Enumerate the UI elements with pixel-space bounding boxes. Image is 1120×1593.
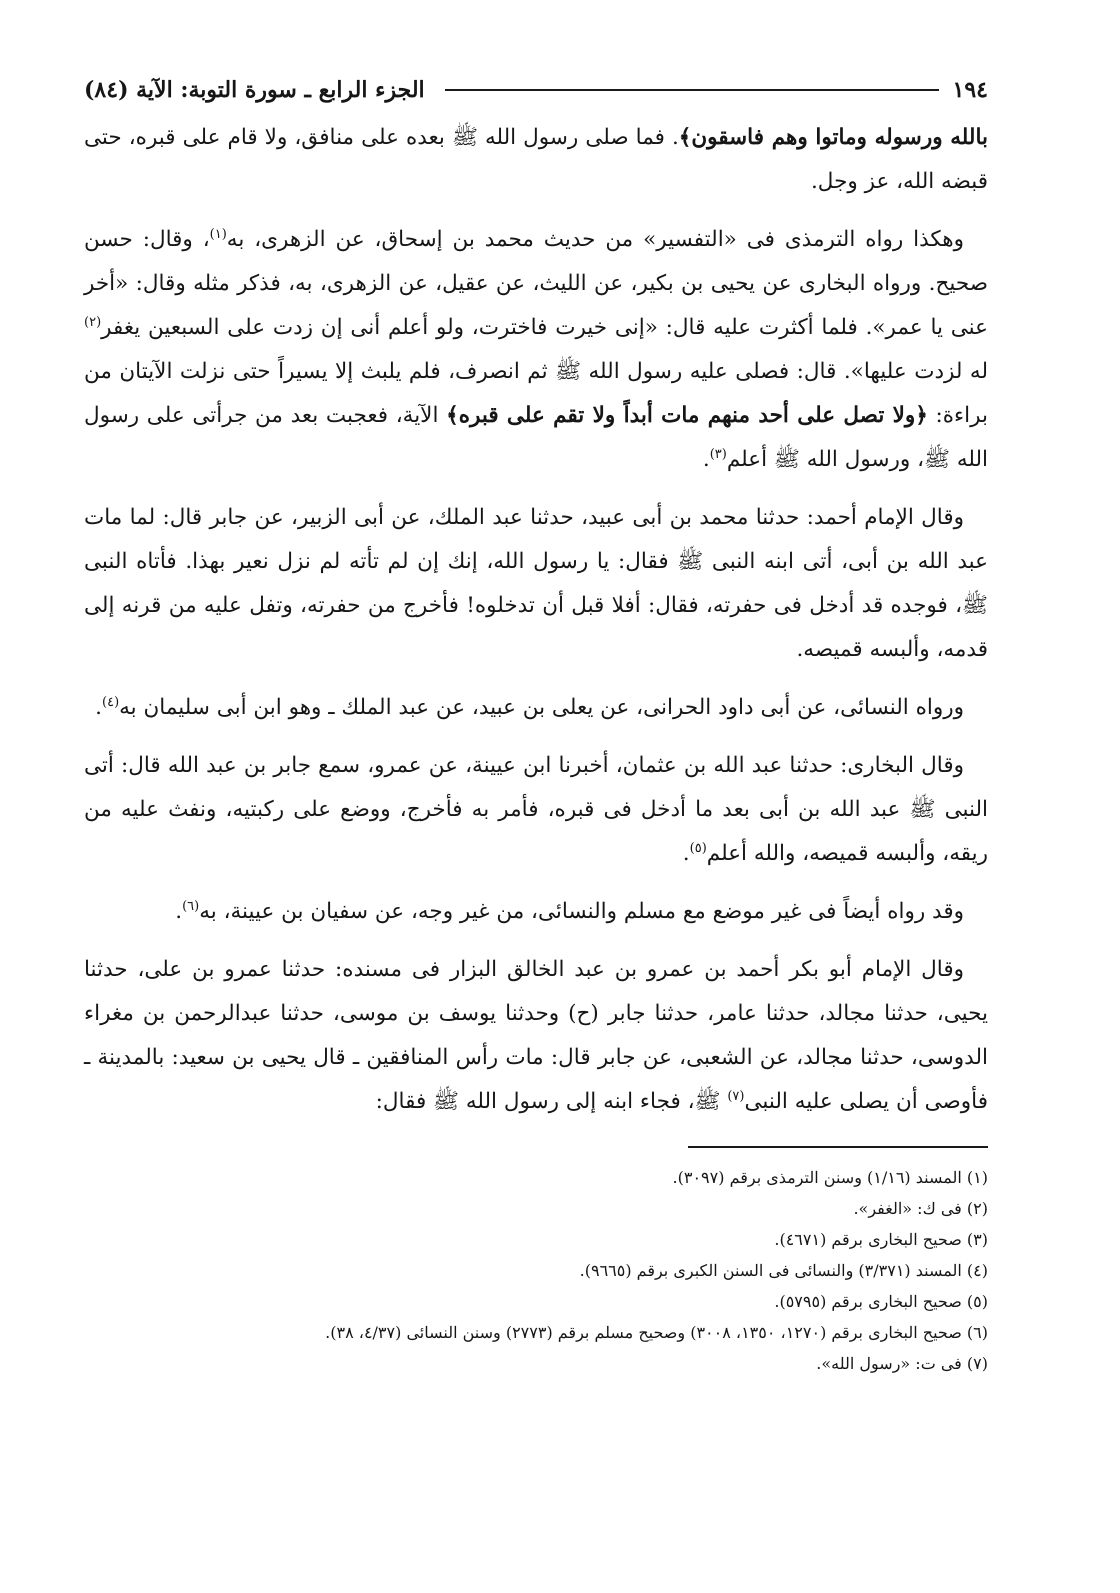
paragraph [84,686,988,730]
footnote-marker: (١) [209,226,227,242]
text-run: الآية، فعجبت بعد من جرأتى على رسول الله ﷺ، ورسول الله ﷺ أعلم [84,403,988,472]
paragraph [84,496,988,672]
footnote-marker: (٥) [689,840,707,856]
footnote-separator [688,1146,988,1148]
footnote-marker: (٢) [84,314,102,330]
footnote-marker: (٧) [727,1088,745,1104]
text-run: وقال الإمام أبو بكر أحمد بن عمرو بن عبد الخالق البزار فى مسنده: حدثنا عمرو بن على، حدثنا يحيى، حدثنا مجالد، حدثنا عامر، حدثنا جابر (ح) وحدثنا يوسف بن موسى، حدثنا عبدالرحمن بن مغراء الدوسى، حدثنا مجالد، عن الشعبى، عن جابر قال: مات رأس المنافقين ـ قال يحيى بن سعيد: بالمدينة ـ فأوصى أن يصلى عليه النبى [84,957,988,1114]
text-run: . [702,447,710,472]
text-run: ، وقال: حسن صحيح. ورواه البخارى عن يحيى بن بكير، عن الليث، عن عقيل، عن الزهرى، به، فذكر مثله وقال: «أخر عنى يا عمر». فلما أكثرت عليه قال: «إنى خيرت فاخترت، ولو أعلم أنى إن زدت على السبعين يغفر [84,227,988,340]
footnote-marker: (٣) [709,446,727,462]
text-run: ﷺ، فجاء ابنه إلى رسول الله ﷺ فقال: [375,1089,728,1114]
quran-verse: ﴿ولا تصل على أحد منهم مات أبداً ولا تقم على قبره﴾ [446,403,928,428]
text-run: وقد رواه أيضاً فى غير موضع مع مسلم والنسائى، من غير وجه، عن سفيان بن عيينة، به [199,899,964,924]
running-header [84,64,988,116]
text-run: . [682,841,690,866]
text-run: . [95,695,103,720]
footnote: (٦) صحيح البخارى برقم (١٢٧٠، ١٣٥٠، ٣٠٠٨) وصحيح مسلم برقم (٢٧٧٣) وسنن النسائى (٤/٣٧، ٣٨). [325,1323,988,1342]
paragraph [84,744,988,876]
footnote-marker: (٤) [102,694,120,710]
footnote: (٢) فى ك: «الغفر». [853,1199,988,1218]
header-rule [445,89,939,91]
text-run: له لزدت عليها». قال: فصلى عليه رسول الله ﷺ ثم انصرف، فلم يلبث إلا يسيراً حتى نزلت الآيتان من براءة: [84,359,988,428]
text-run: وقال البخارى: حدثنا عبد الله بن عثمان، أخبرنا ابن عيينة، عن عمرو، سمع جابر بن عبد الله قال: أتى النبى ﷺ عبد الله بن أبى بعد ما أدخل فى قبره، فأمر به فأخرج، ووضع على ركبتيه، ونفث عليه من ريقه، وألبسه قميصه، والله أعلم [84,753,988,866]
paragraph [84,116,988,204]
footnote: (٣) صحيح البخارى برقم (٤٦٧١). [774,1230,988,1249]
text-run: ورواه النسائى، عن أبى داود الحرانى، عن يعلى بن عبيد، عن عبد الملك ـ وهو ابن أبى سليمان به [119,695,964,720]
text-run: وقال الإمام أحمد: حدثنا محمد بن أبى عبيد، حدثنا عبد الملك، عن أبى الزبير، عن جابر قال: لما مات عبد الله بن أبى، أتى ابنه النبى ﷺ فقال: يا رسول الله، إنك إن لم تأته لم نزل نعير بهذا. فأتاه النبى ﷺ، فوجده قد أدخل فى حفرته، فقال: أفلا قبل أن تدخلوه! فأخرج من حفرته، وتفل عليه من قرنه إلى قدمه، وألبسه قميصه. [84,505,988,662]
paragraph [84,948,988,1124]
footnote-marker: (٦) [182,898,200,914]
text-run: . [175,899,183,924]
footnote: (١) المسند (١/١٦) وسنن الترمذى برقم (٣٠٩٧). [672,1168,988,1187]
footnote: (٥) صحيح البخارى برقم (٥٧٩٥). [774,1292,988,1311]
footnotes [84,1162,988,1379]
running-title: الجزء الرابع ـ سورة التوبة: الآية (٨٤) [84,77,425,103]
book-page [84,64,988,1514]
text-run: . فما صلى رسول الله ﷺ بعده على منافق، ولا قام على قبره، حتى قبضه الله، عز وجل. [84,125,988,194]
footnote: (٧) فى ت: «رسول الله». [816,1354,988,1373]
text-run: وهكذا رواه الترمذى فى «التفسير» من حديث محمد بن إسحاق، عن الزهرى، به [226,227,964,252]
footnote: (٤) المسند (٣/٣٧١) والنسائى فى السنن الكبرى برقم (٩٦٦٥). [579,1261,988,1280]
paragraph [84,890,988,934]
page-number: ١٩٤ [952,77,988,103]
quran-verse: بالله ورسوله وماتوا وهم فاسقون﴾ [678,125,988,150]
paragraph [84,218,988,482]
main-text [84,116,988,1124]
